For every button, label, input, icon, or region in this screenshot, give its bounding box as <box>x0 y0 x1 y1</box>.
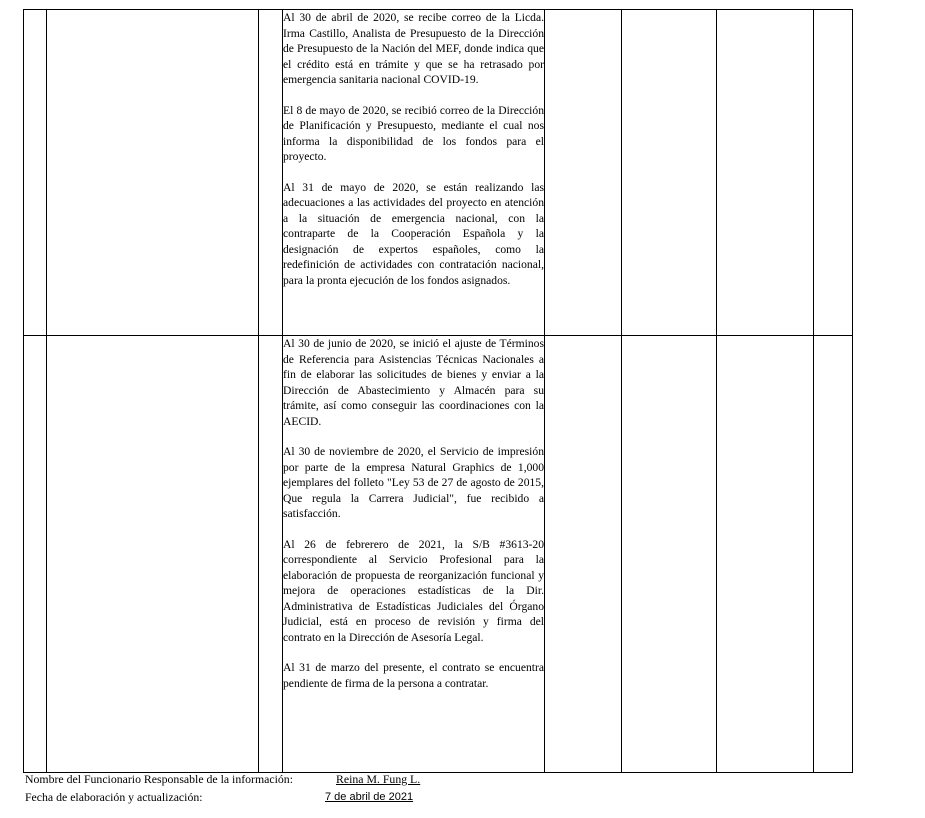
progress-description-cell <box>283 10 545 336</box>
table-cell <box>24 336 47 773</box>
table-cell <box>814 336 853 773</box>
table-cell <box>259 336 283 773</box>
table-cell <box>47 336 259 773</box>
table-cell <box>24 10 47 336</box>
table-cell <box>545 336 622 773</box>
table-cell <box>259 10 283 336</box>
update-date-value: 7 de abril de 2021 <box>325 791 414 803</box>
table-cell <box>545 10 622 336</box>
progress-paragraph: Al 30 de abril de 2020, se recibe correo de la Licda. Irma Castillo, Analista de Presupuesto de la Dirección de Presupuesto de la Nación del MEF, donde indica que el crédito está en trámite y que se ha retrasado por emergencia sanitaria nacional COVID-19. <box>283 11 544 86</box>
table-cell <box>622 336 717 773</box>
responsible-official-name: Reina M. Fung L. <box>336 772 421 786</box>
progress-paragraph: Al 26 de febrerero de 2021, la S/B #3613-20 correspondiente al Servicio Profesional para la elaboración de propuesta de reorganización funcional y mejora de operaciones estadísticas de la Dir. Administrativa de Estadísticas Judiciales del Órgano Judicial, está en proceso de revisión y firma del contrato en la Dirección de Asesoría Legal. <box>283 537 544 644</box>
table-row <box>24 10 853 336</box>
table-cell <box>717 10 814 336</box>
table-cell <box>622 10 717 336</box>
table-cell <box>47 10 259 336</box>
table-cell <box>717 336 814 773</box>
responsible-official-label: Nombre del Funcionario Responsable de la información: <box>25 772 293 786</box>
progress-paragraph: Al 31 de mayo de 2020, se están realizando las adecuaciones a las actividades del proyecto en atención a la situación de emergencia nacional, con la contraparte de la Cooperación Española y la designación de expertos españoles, como la redefinición de actividades con contratación nacional, para la pronta ejecución de los fondos asignados. <box>283 180 544 287</box>
progress-paragraph: Al 31 de marzo del presente, el contrato se encuentra pendiente de firma de la persona a contratar. <box>283 661 544 690</box>
table-row <box>24 336 853 773</box>
update-date-label: Fecha de elaboración y actualización: <box>25 790 203 804</box>
table-cell <box>814 10 853 336</box>
report-table <box>23 9 853 773</box>
progress-paragraph: Al 30 de junio de 2020, se inició el ajuste de Términos de Referencia para Asistencias Técnicas Nacionales a fin de elaborar las solicitudes de bienes y enviar a la Dirección de Abastecimiento y Almacén para su trámite, así como conseguir las coordinaciones con la AECID. <box>283 337 544 428</box>
progress-paragraph: Al 30 de noviembre de 2020, el Servicio de impresión por parte de la empresa Natural Graphics de 1,000 ejemplares del folleto "Ley 53 de 27 de agosto de 2015, Que regula la Carrera Judicial", fue recibido a satisfacción. <box>283 445 544 520</box>
progress-paragraph: El 8 de mayo de 2020, se recibió correo de la Dirección de Planificación y Presupuesto, mediante el cual nos informa la disponibilidad de los fondos para el proyecto. <box>283 103 544 163</box>
progress-description-cell <box>283 336 545 773</box>
